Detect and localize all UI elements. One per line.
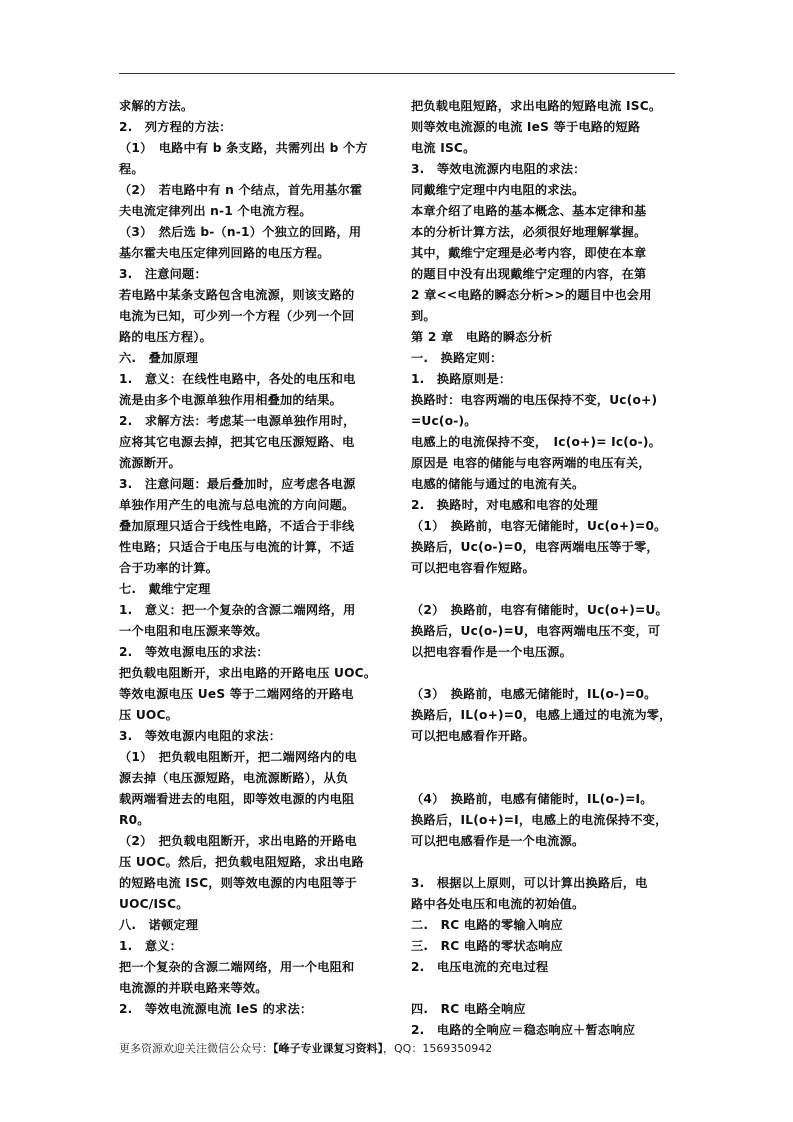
text-line: 1. 意义：把一个复杂的含源二端网络，用 xyxy=(119,603,356,617)
text-line: 基尔霍夫电压定律列回路的电压方程。 xyxy=(119,246,330,260)
text-line: （1） 电路中有 b 条支路，共需列出 b 个方 xyxy=(119,141,368,155)
text-line: 换路后，Uc(o-)=0，电容两端电压等于零， xyxy=(411,540,659,554)
text-line: 若电路中某条支路包含电流源，则该支路的 xyxy=(119,288,355,302)
text-line: 六. 叠加原理 xyxy=(119,351,199,365)
text-line: （1） 换路前，电容无储能时，Uc(o+)=0。 xyxy=(411,519,667,533)
text-line: 可以把电容看作短路。 xyxy=(411,561,535,575)
text-line: 2 章<<电路的瞬态分析>>的题目中也会用 xyxy=(411,288,652,302)
text-line: 同戴维宁定理中内电阻的求法。 xyxy=(411,183,585,197)
text-line: 夫电流定律列出 n-1 个电流方程。 xyxy=(119,204,312,218)
text-line: 一个电阻和电压源来等效。 xyxy=(119,624,268,638)
text-line: 则等效电流源的电流 IeS 等于电路的短路 xyxy=(411,120,641,134)
text-line: （1） 把负载电阻断开，把二端网络内的电 xyxy=(119,750,357,764)
text-line: 换路时：电容两端的电压保持不变，Uc(o+) xyxy=(411,393,658,407)
text-line: 2. 换路时，对电感和电容的处理 xyxy=(411,498,598,512)
text-line: 换路后，IL(o+)=I，电感上的电流保持不变， xyxy=(411,813,668,827)
text-line: 流是由多个电源单独作用相叠加的结果。 xyxy=(119,393,342,407)
text-line: （2） 换路前，电容有储能时，Uc(o+)=U。 xyxy=(411,603,668,617)
text-line: 把一个复杂的含源二端网络，用一个电阻和 xyxy=(119,960,355,974)
text-line: 3. 注意问题： xyxy=(119,267,207,281)
text-line: 单独作用产生的电流与总电流的方向问题。 xyxy=(119,498,355,512)
text-line: 四. RC 电路全响应 xyxy=(411,1002,526,1016)
text-line: 3. 等效电源内电阻的求法： xyxy=(119,729,282,743)
text-line: （3） 然后选 b-（n-1）个独立的回路，用 xyxy=(119,225,362,239)
text-line: 叠加原理只适合于线性电路，不适合于非线 xyxy=(119,519,355,533)
text-line: 到。 xyxy=(411,309,436,323)
blank-line xyxy=(411,978,679,999)
text-line: 电流为已知，可少列一个方程（少列一个回 xyxy=(119,309,355,323)
text-line: 以把电容看作是一个电压源。 xyxy=(411,645,573,659)
header-rule xyxy=(119,73,675,74)
text-line: （2） 若电路中有 n 个结点，首先用基尔霍 xyxy=(119,183,363,197)
blank-line xyxy=(411,747,679,768)
text-line: 3. 注意问题：最后叠加时，应考虑各电源 xyxy=(119,477,356,491)
blank-line xyxy=(411,579,679,600)
text-line: 路的电压方程）。 xyxy=(119,330,212,344)
text-line: 第 2 章 电路的瞬态分析 xyxy=(411,330,553,344)
text-line: 把负载电阻断开，求出电路的开路电压 UOC。 xyxy=(119,666,377,680)
text-line: （3） 换路前，电感无储能时，IL(o-)=0。 xyxy=(411,687,657,701)
text-line: 2. 等效电流源电流 IeS 的求法： xyxy=(119,1002,313,1016)
text-line: 2. 等效电源电压的求法： xyxy=(119,645,269,659)
text-line: 电感上的电流保持不变， Ic(o+)= Ic(o-)。 xyxy=(411,435,662,449)
blank-line xyxy=(411,852,679,873)
text-line: 把负载电阻短路，求出电路的短路电流 ISC。 xyxy=(411,99,662,113)
text-line: （2） 把负载电阻断开，求出电路的开路电 xyxy=(119,834,357,848)
text-line: （4） 换路前，电感有储能时，IL(o-)=I。 xyxy=(411,792,653,806)
text-line: 可以把电感看作是一个电流源。 xyxy=(411,834,585,848)
text-line: R0。 xyxy=(119,813,150,827)
blank-line xyxy=(411,768,679,789)
text-line: 本的分析计算方法，必须很好地理解掌握。 xyxy=(411,225,647,239)
right-column xyxy=(411,96,679,1041)
text-line: 3. 等效电流源内电阻的求法： xyxy=(411,162,586,176)
text-line: 八. 诺顿定理 xyxy=(119,918,199,932)
text-line: 2. 列方程的方法： xyxy=(119,120,232,134)
text-line: 1. 换路原则是： xyxy=(411,372,512,386)
text-line: =Uc(o-)。 xyxy=(411,414,477,428)
text-line: 电感的储能与通过的电流有关。 xyxy=(411,477,585,491)
footer-highlight: 【峰子专业课复习资料】 xyxy=(273,1042,383,1055)
text-line: UOC/ISC。 xyxy=(119,897,189,911)
text-line: 换路后，IL(o+)=0，电感上通过的电流为零， xyxy=(411,708,672,722)
footer-suffix: ，QQ：1569350942 xyxy=(383,1042,493,1055)
text-line: 2. 求解方法：考虑某一电源单独作用时， xyxy=(119,414,356,428)
text-line: 换路后，Uc(o-)=U，电容两端电压不变，可 xyxy=(411,624,661,638)
text-line: 可以把电感看作开路。 xyxy=(411,729,535,743)
text-line: 二. RC 电路的零输入响应 xyxy=(411,918,563,932)
text-line: 压 UOC。 xyxy=(119,708,179,722)
left-column xyxy=(119,96,387,1020)
text-line: 等效电源电压 UeS 等于二端网络的开路电 xyxy=(119,687,354,701)
text-line: 性电路；只适合于电压与电流的计算，不适 xyxy=(119,540,355,554)
text-line: 原因是 电容的储能与电容两端的电压有关， xyxy=(411,456,651,470)
text-line: 2. 电压电流的充电过程 xyxy=(411,960,549,974)
footer-prefix: 更多资源欢迎关注微信公众号： xyxy=(119,1042,273,1055)
text-line: 合于功率的计算。 xyxy=(119,561,219,575)
page-footer xyxy=(119,1041,492,1057)
text-line: 应将其它电源去掉，把其它电压源短路、电 xyxy=(119,435,355,449)
text-line: 一. 换路定则： xyxy=(411,351,503,365)
text-line: 1. 意义： xyxy=(119,939,183,953)
text-line: 载两端看进去的电阻，即等效电源的内电阻 xyxy=(119,792,355,806)
text-line: 电流 ISC。 xyxy=(411,141,476,155)
text-line: 流源断开。 xyxy=(119,456,181,470)
text-line: 求解的方法。 xyxy=(119,99,194,113)
text-line: 1. 意义：在线性电路中，各处的电压和电 xyxy=(119,372,356,386)
text-line: 三. RC 电路的零状态响应 xyxy=(411,939,563,953)
text-line: 七. 戴维宁定理 xyxy=(119,582,211,596)
text-line: 的短路电流 ISC，则等效电源的内电阻等于 xyxy=(119,876,357,890)
text-line: 2. 电路的全响应＝稳态响应＋暂态响应 xyxy=(411,1023,636,1037)
text-line: 本章介绍了电路的基本概念、基本定律和基 xyxy=(411,204,647,218)
text-line: 3. 根据以上原则，可以计算出换路后，电 xyxy=(411,876,648,890)
text-line: 其中，戴维宁定理是必考内容，即使在本章 xyxy=(411,246,647,260)
text-line: 程。 xyxy=(119,162,144,176)
blank-line xyxy=(411,663,679,684)
text-line: 的题目中没有出现戴维宁定理的内容，在第 xyxy=(411,267,647,281)
text-line: 路中各处电压和电流的初始值。 xyxy=(411,897,585,911)
text-line: 源去掉（电压源短路，电流源断路），从负 xyxy=(119,771,349,785)
text-line: 电流源的并联电路来等效。 xyxy=(119,981,268,995)
text-line: 压 UOC。然后，把负载电阻短路，求出电路 xyxy=(119,855,364,869)
